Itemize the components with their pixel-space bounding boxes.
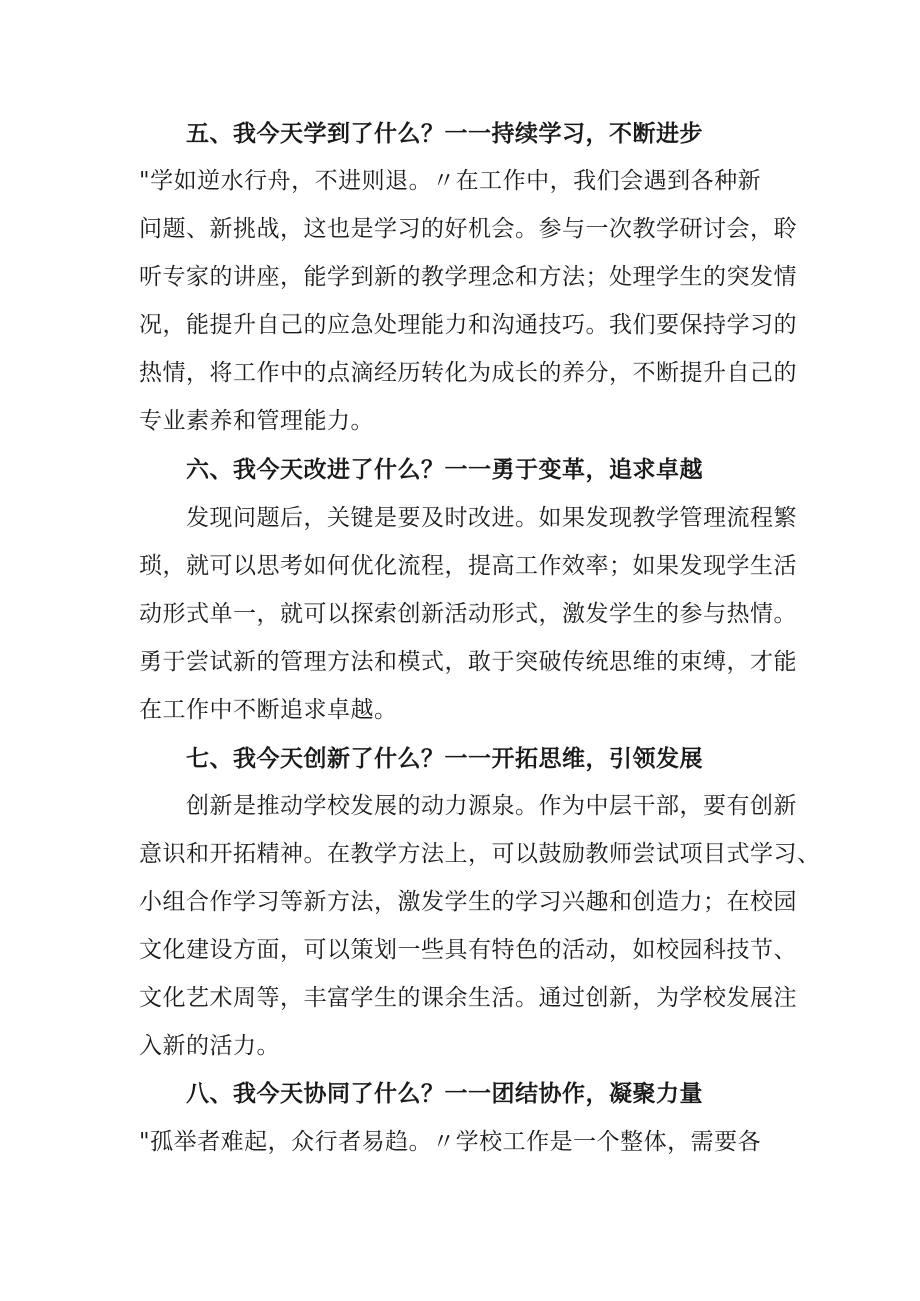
paragraph-line: 热情，将工作中的点滴经历转化为成长的养分，不断提升自己的	[139, 360, 797, 386]
paragraph-line: 勇于尝试新的管理方法和模式，敢于突破传统思维的束缚，才能	[139, 649, 797, 675]
paragraph-line: 小组合作学习等新方法，激发学生的学习兴趣和创造力；在校园	[139, 889, 797, 915]
paragraph-line: 听专家的讲座，能学到新的教学理念和方法；处理学生的突发情	[139, 264, 797, 290]
paragraph-line: 动形式单一，就可以探索创新活动形式，激发学生的参与热情。	[139, 601, 797, 627]
paragraph-line: 发现问题后，关键是要及时改进。如果发现教学管理流程繁	[186, 505, 797, 531]
paragraph-line: 问题、新挑战，这也是学习的好机会。参与一次教学研讨会，聆	[139, 216, 797, 242]
section-heading-6: 六、我今天改进了什么？一一勇于变革，追求卓越	[186, 456, 703, 483]
paragraph-line: 专业素养和管理能力。	[139, 408, 374, 434]
paragraph-line: 意识和开拓精神。在教学方法上，可以鼓励教师尝试项目式学习、	[139, 841, 821, 867]
paragraph-line: "孤举者难起，众行者易趋。〃学校工作是一个整体，需要各	[139, 1129, 762, 1155]
section-heading-5: 五、我今天学到了什么？一一持续学习，不断进步	[186, 120, 703, 147]
section-heading-7: 七、我今天创新了什么？一一开拓思维，引领发展	[186, 745, 703, 772]
paragraph-line: 在工作中不断追求卓越。	[139, 697, 398, 723]
paragraph-line: 文化艺术周等，丰富学生的课余生活。通过创新，为学校发展注	[139, 985, 797, 1011]
paragraph-line: 文化建设方面，可以策划一些具有特色的活动，如校园科技节、	[139, 937, 797, 963]
paragraph-line: 创新是推动学校发展的动力源泉。作为中层干部，要有创新	[186, 793, 797, 819]
paragraph-line: 况，能提升自己的应急处理能力和沟通技巧。我们要保持学习的	[139, 312, 797, 338]
paragraph-line: 入新的活力。	[139, 1033, 280, 1059]
paragraph-line: 琐，就可以思考如何优化流程，提高工作效率；如果发现学生活	[139, 553, 797, 579]
paragraph-line: "学如逆水行舟，不进则退。〃在工作中，我们会遇到各种新	[139, 168, 762, 194]
section-heading-8: 八、我今天协同了什么？一一团结协作，凝聚力量	[186, 1080, 703, 1107]
